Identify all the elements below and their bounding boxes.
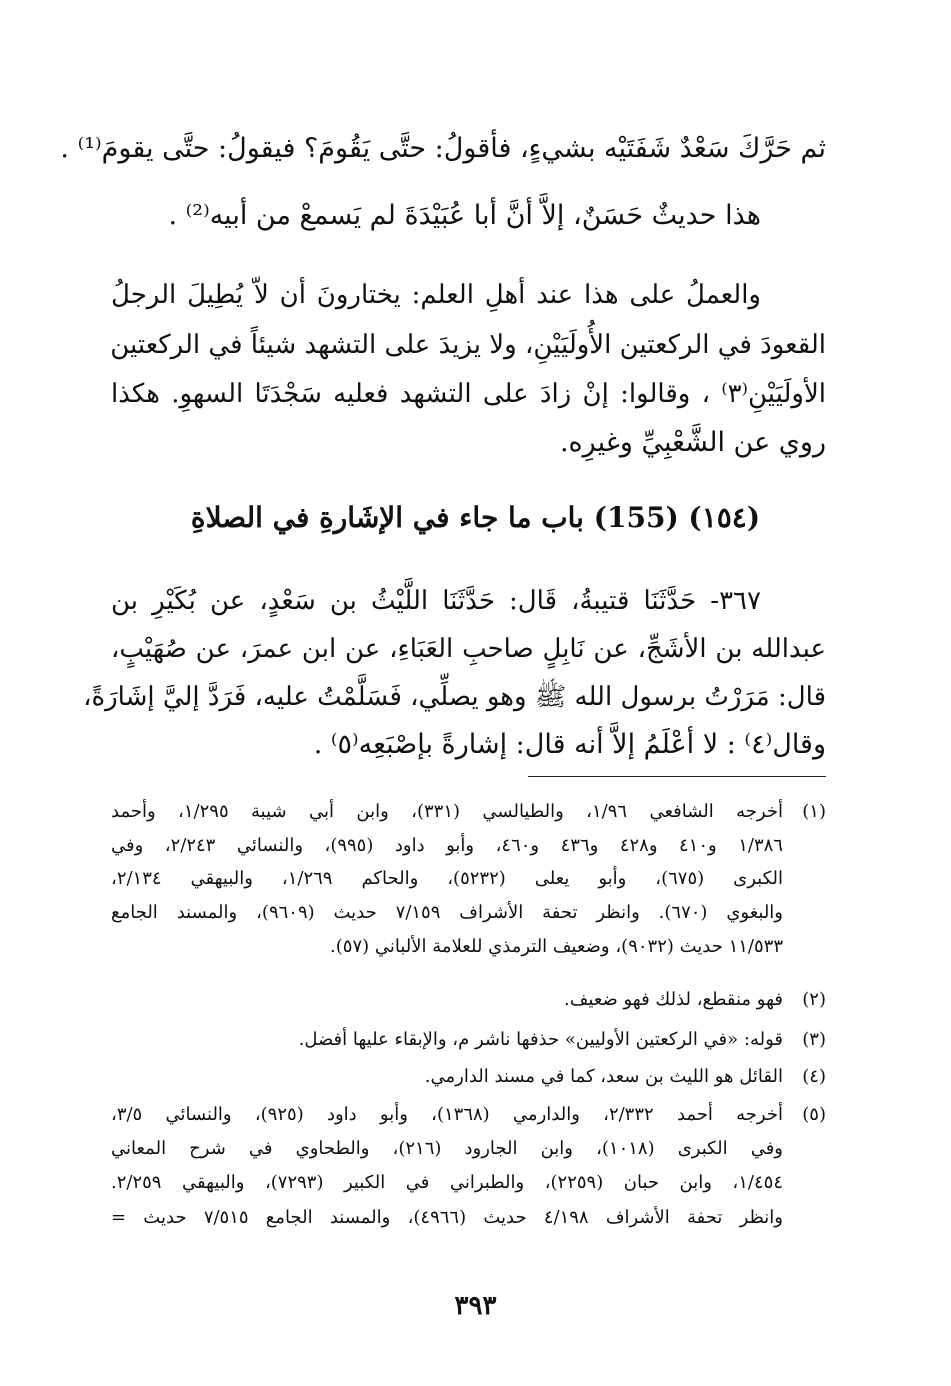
footnote-text: ١/٤٥٤، وابن حبان (٢٢٥٩)، والطبراني في الكبير (٧٢٩٣)، والبيهقي ٢/٢٥٩. (111, 1172, 783, 1193)
footnote-row (111, 1134, 826, 1163)
footnote-number: (٥) (802, 1104, 826, 1125)
footnote-row (111, 1168, 826, 1197)
text-line: القعودَ في الركعتين الأُولَيَيْنِ، ولا يزيدَ على التشهد شيئاً في الركعتين (110, 330, 826, 360)
text-line: وقال⁽٤⁾ : لا أعْلَمُ إلاَّ أنه قال: إشارةً بإصْبَعِه⁽٥⁾ . (313, 729, 826, 760)
text-line: ٣٦٧- حَدَّثَنَا قتيبةُ، قَال: حَدَّثَنَا اللَّيْثُ بن سَعْدٍ، عن بُكَيْرِ بن (111, 586, 761, 616)
chapter-heading: (١٥٤) (155) باب ما جاء في الإشَارةِ في الصلاةِ (190, 501, 761, 534)
page-number: ٣٩٣ (454, 1291, 497, 1321)
footnote-text: فهو منقطع، لذلك فهو ضعيف. (564, 989, 783, 1010)
footnote-text: ١١/٥٣٣ حديث (٩٠٣٢)، وضعيف الترمذي للعلامة الألباني (٥٧). (330, 936, 783, 957)
footnote-text: أخرجه الشافعي ١/٩٦، والطيالسي (٣٣١)، وابن أبي شيبة ١/٢٩٥، وأحمد (111, 801, 783, 822)
footnote-row (111, 1025, 826, 1054)
footnote-text: ١/٣٨٦ و٤١٠ و٤٢٨ و٤٣٦ و٤٦٠، وأبو داود (٩٩٥)، والنسائي ٢/٢٤٣، وفي (111, 835, 783, 856)
footnote-row (111, 1100, 826, 1129)
footnote-text: القائل هو الليث بن سعد، كما في مسند الدارمي. (424, 1066, 783, 1087)
footnote-row (111, 898, 826, 927)
footnote-row (111, 1203, 826, 1232)
footnote-row (111, 864, 826, 893)
text-line: عبدالله بن الأشَجِّ، عن نَابِلٍ صاحبِ العَبَاءِ، عن ابن عمرَ، عن صُهَيْبٍ، (111, 634, 826, 664)
footnote-number: (٤) (802, 1066, 826, 1087)
footnote-row (111, 985, 826, 1014)
footnote-text: وفي الكبرى (١٠١٨)، وابن الجارود (٢١٦)، والطحاوي في شرح المعاني (111, 1138, 783, 1159)
footnote-text: وانظر تحفة الأشراف ٤/١٩٨ حديث (٤٩٦٦)، والمسند الجامع ٧/٥١٥ حديث = (111, 1207, 784, 1228)
footnote-number: (٣) (802, 1029, 826, 1050)
text-line: هذا حديثٌ حَسَنٌ، إلاَّ أنَّ أبا عُبَيْدَةَ لم يَسمعْ من أبيه⁽²⁾ . (168, 200, 761, 231)
footnote-row (111, 932, 826, 961)
footnote-text: الكبرى (٦٧٥)، وأبو يعلى (٥٢٣٢)، والحاكم ١/٢٦٩، والبيهقي ٢/١٣٤، (111, 868, 783, 889)
footnote-separator (528, 776, 826, 777)
footnote-text: أخرجه أحمد ٢/٣٣٢، والدارمي (١٣٦٨)، وأبو داود (٩٢٥)، والنسائي ٣/٥، (111, 1104, 783, 1125)
footnote-number: (٢) (802, 989, 826, 1010)
text-line: والعملُ على هذا عند أهلِ العلم: يختارونَ أن لاّ يُطِيلَ الرجلُ (111, 280, 761, 310)
footnote-row (111, 1062, 826, 1091)
footnote-number: (١) (802, 801, 826, 822)
text-line: روي عن الشَّعْبِيِّ وغيرِه. (559, 427, 826, 458)
text-line: قال: مَرَرْتُ برسول الله ﷺ وهو يصلِّي، فَسَلَّمْتُ عليه، فَرَدَّ إليَّ إشَارَةً، (83, 682, 826, 712)
footnote-row (111, 831, 826, 860)
text-line: الأولَيَيْنِ⁽٣⁾ ، وقالوا: إنْ زادَ على التشهد فعليه سَجْدَتَا السهوِ. هكذا (111, 379, 826, 409)
footnote-row (111, 797, 826, 826)
text-line: ثم حَرَّكَ سَعْدٌ شَفَتَيْه بشيءٍ، فأقولُ: حتَّى يَقُومَ؟ فيقولُ: حتَّى يقومَ⁽¹⁾ . (60, 133, 826, 164)
footnote-text: والبغوي (٦٧٠). وانظر تحفة الأشراف ٧/١٥٩ حديث (٩٦٠٩)، والمسند الجامع (111, 902, 784, 923)
footnote-text: قوله: «في الركعتين الأوليين» حذفها ناشر م، والإبقاء عليها أفضل. (298, 1029, 783, 1050)
